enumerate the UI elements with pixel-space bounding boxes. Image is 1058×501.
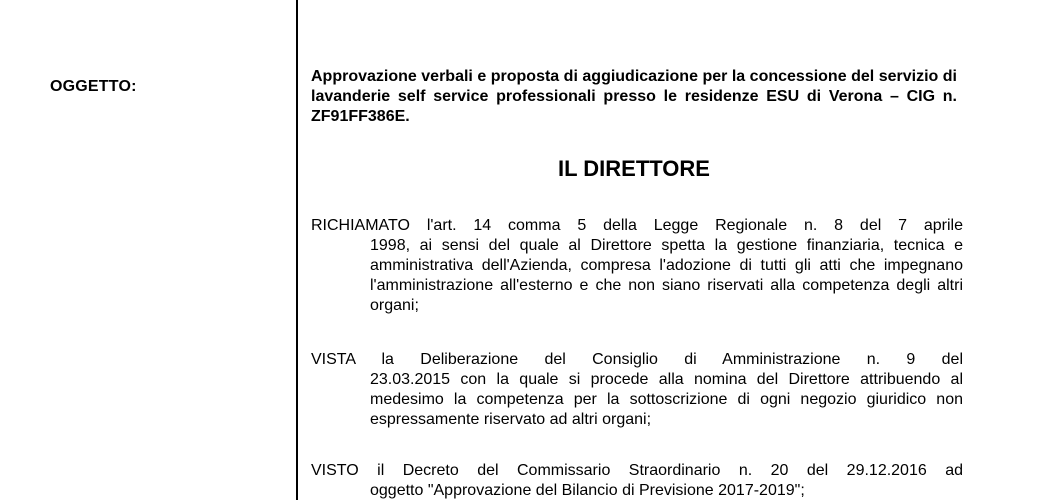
paragraph-richiamato: [311, 216, 963, 316]
column-divider: [296, 0, 298, 500]
oggetto-label: OGGETTO:: [50, 78, 137, 95]
paragraph-vista: [311, 350, 963, 430]
page-title: IL DIRETTORE: [558, 156, 710, 181]
paragraph-body: oggetto "Approvazione del Bilancio di Previsione 2017-2019";: [370, 482, 805, 499]
paragraph-lead: RICHIAMATO l'art. 14 comma 5 della Legge Regionale n. 8 del 7 aprile: [311, 217, 963, 234]
paragraph-lead: VISTA la Deliberazione del Consiglio di Amministrazione n. 9 del: [311, 351, 963, 368]
paragraph-body: 1998, ai sensi del quale al Direttore spetta la gestione finanziaria, tecnica e amministrativa dell'Azienda, compresa l'adozione di tutti gli atti che impegnano l'amministrazione all'esterno e che non siano riservati alla competenza degli altri organi;: [370, 237, 963, 314]
paragraph-visto: [311, 461, 963, 501]
subject-text: Approvazione verbali e proposta di aggiudicazione per la concessione del servizio di lavanderie self service professionali presso le residenze ESU di Verona – CIG n. ZF91FF386E.: [311, 68, 957, 125]
paragraph-body: 23.03.2015 con la quale si procede alla nomina del Direttore attribuendo al medesimo la competenza per la sottoscrizione di ogni negozio giuridico non espressamente riservato ad altri organi;: [370, 371, 963, 428]
paragraph-lead: VISTO il Decreto del Commissario Straordinario n. 20 del 29.12.2016 ad: [311, 462, 963, 479]
